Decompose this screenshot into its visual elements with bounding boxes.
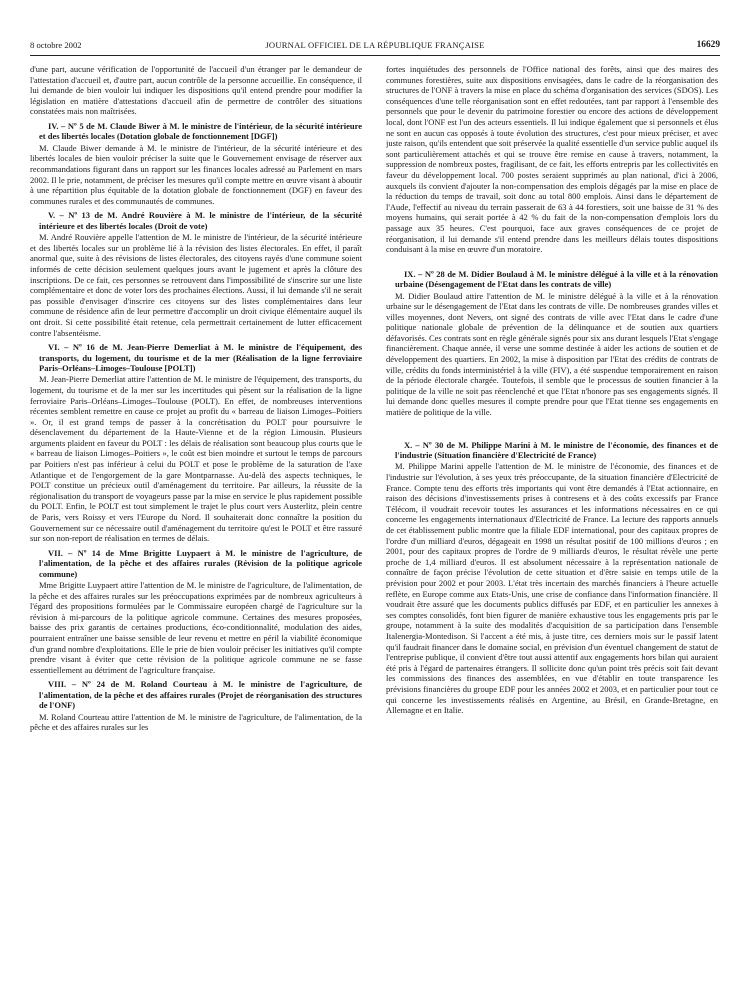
question-title: X. – Nº 30 de M. Philippe Marini à M. le ministre de l'économie, des finances et de l'industrie (Situation financière d'Electricité de France) [395,439,718,461]
question-vi [30,342,362,544]
question-body: M. Jean-Pierre Demerliat attire l'attention de M. le ministre de l'équipement, des transports, du logement, du tourisme et de la mer sur les incertitudes qui pèsent sur la réalisation de la ligne ferroviaire Paris–Orléans–Limoges–Toulouse (POLT). En effet, de nombreuses interventions récentes semblent remettre en cause ce projet au profit du « barreau de liaison Limoges–Poitiers ». Or, il est grand temps de passer à la concrétisation du POLT pour poursuivre le désenclavement du département de la Haute-Vienne et de la région Limousin. Plusieurs arguments plaident en faveur du POLT : les délais de réalisation sont beaucoup plus courts que le « barreau de liaison Limoges–Poitiers », le coût est bien moindre et surtout le temps de parcours par Poitiers n'est pas inférieur à celui du POLT et pose le problème de la saturation de l'axe Atlantique et de l'engorgement de la gare Montparnasse. Au-delà des aspects techniques, le POLT constitue un précieux outil d'aménagement du territoire. Par ailleurs, la réussite de la régionalisation du transport de voyageurs passe par la mise en service le plus rapidement possible du POLT. Enfin, le POLT est tout simplement le trajet le plus court vers Austerlitz, plein centre de Paris, vers Roissy et vers l'Europe du Nord. Il souhaiterait donc connaître la position du Gouvernement sur ce nécessaire outil d'aménagement du territoire qu'est le POLT et être rassuré sur son non-report de réalisation en termes de délais. [30,374,362,544]
section-spacer [386,418,718,436]
question-body: M. Didier Boulaud attire l'attention de M. le ministre délégué à la ville et à la rénovation urbaine sur le désengagement de l'Etat dans les contrats de ville. De nombreuses grandes villes et villes moyennes, dont Nevers, ont signé des contrats de ville avec l'Etat dans le cadre d'une politique nationale globale de prévention de la délinquance et de soutien aux quartiers défavorisés. Ces contrats sont en règle générale signés pour six ans durant lesquels l'Etat s'engage financièrement. Chaque année, il verse une somme destinée à aider les actions de soutien et de développement des quartiers. En 2002, la mise à disposition par l'Etat des crédits de contrats de ville, crédits du fonds interministériel à la ville (FIV), a été suspendue temporairement en raison de la période électorale chargée. Toutefois, il semble que le processus de soutien financier à la politique de la ville ne soit pas réenclenché et que l'Etat n'honore pas ses engagements signés. Il lui demande donc quelles mesures il compte prendre pour que l'Etat tienne ses engagements en matière de politique de la ville. [386,290,718,418]
question-title: VIII. – Nº 24 de M. Roland Courteau à M. le ministre de l'agriculture, de l'alimentation, de la pêche et des affaires rurales (Projet de réorganisation des structures de l'ONF) [39,679,362,711]
question-title: IX. – Nº 28 de M. Didier Boulaud à M. le ministre délégué à la ville et à la rénovation urbaine (Désengagement de l'Etat dans les contrats de ville) [395,268,718,290]
right-column [386,64,718,984]
header-rule [30,55,720,56]
question-title: V. – Nº 13 de M. André Rouvière à M. le ministre de l'intérieur, de la sécurité intérieure et des libertés locales (Droit de vote) [39,210,362,231]
page-header [30,40,720,54]
question-body: Mme Brigitte Luypaert attire l'attention de M. le ministre de l'agriculture, de l'alimentation, de la pêche et des affaires rurales sur les préoccupations exprimées par de nombreux agriculteurs à l'égard des propositions formulées par le Commissaire européen chargé de l'agriculture sur la révision à mi-parcours de la politique agricole commune. Certaines des mesures proposées, baisse des prix garantis de certaines productions, éco-conditionnalité, modulation des aides, pourraient entraîner une baisse sensible de leur revenu et mettre en péril la viabilité économique d'un grand nombre d'exploitations. Elle le prie de bien vouloir préciser les initiatives qu'il compte prendre visant à éviter que cette révision de la politique agricole commune ne se fasse essentiellement au détriment de l'agriculture française. [30,580,362,675]
question-body: M. André Rouvière appelle l'attention de M. le ministre de l'intérieur, de la sécurité intérieure et des libertés locales sur un problème lié à la révision des listes électorales. En effet, il paraît anormal que, suite à des révisions de listes électorales, des citoyens rayés d'une commune soient informés de cette décision seulement quelques jours avant le jugement et après la clôture des inscriptions. De ce fait, ces personnes se retrouvent dans l'impossibilité de s'inscrire sur une liste complémentaire et donc de voter lors des prochaines élections. Aussi, il lui demande s'il ne serait pas possible d'envisager d'inscrire ces citoyens sur des listes complémentaires dans leur commune de résidence afin de leur permettre d'accomplir un droit civique élémentaire auquel ils ont droit. Si cette possibilité était retenue, cela permettrait certainement de lutter efficacement contre l'absentéisme. [30,232,362,338]
section-spacer [386,255,718,265]
question-title: VI. – Nº 16 de M. Jean-Pierre Demerliat à M. le ministre de l'équipement, des transports, du logement, du tourisme et de la mer (Réalisation de la ligne ferroviaire Paris–Orléans–Limoges–Toulouse [POLT]) [39,342,362,373]
question-body: M. Claude Biwer demande à M. le ministre de l'intérieur, de la sécurité intérieure et des libertés locales de bien vouloir préciser la suite que le Gouvernement envisage de réserver aux recommandations figurant dans un rapport sur les finances locales adressé au Parlement en mars 2002. Il le prie, notamment, de préciser les mesures qu'il compte mettre en œuvre visant à aboutir à une répartition plus équitable de la dotation globale de fonctionnement (DGF) en faveur des communes rurales et des communautés de communes. [30,142,362,206]
question-x [386,440,718,716]
question-body: M. Philippe Marini appelle l'attention de M. le ministre de l'économie, des finances et de l'industrie sur l'évolution, à ses yeux très préoccupante, de la situation financière d'Electricité de France. Compte tenu des efforts très importants qui vont être demandés à l'Etat actionnaire, en raison des décisions d'investissements prises à contresens et à des coûts excessifs par France Télécom, il voudrait recevoir toutes les assurances et les informations nécessaires en ce qui concerne les engagements internationaux d'Electricité de France. La lecture des rapports annuels de cet établissement public montre que la filiale EDF international, pour des capitaux propres de l'ordre d'un milliard d'euros, dégageait en 1998 un résultat positif de 100 millions d'euros ; en 2001, pour des capitaux propres de l'ordre de 9 milliards d'euros, le résultat révèle une perte proche de 1,4 milliard d'euros. Il est absolument nécessaire à la représentation nationale de connaître de façon précise l'évolution de cette situation et d'être saisie en temps utile de la prévision pour 2002 et pour 2003. L'état très incertain des marchés financiers à l'heure actuelle reflète, en Europe comme aux Etats-Unis, une crise de confiance dans l'information financière. Il voudrait être assuré que les documents publics diffusés par EDF, et en particulier les annexes à ses comptes consolidés, font bien figurer de manière exhaustive tous les engagements pris par le groupe, notamment à la suite des modalités d'acquisition de sa participation dans l'ensemble Italenergia-Montedison. Si l'accent a été mis, à juste titre, ces derniers mois sur le passif latent qu'il faudrait financer dans le domaine social, en prévision d'un éventuel changement de statut de l'entreprise publique, il convient d'être tout aussi attentif aux engagements hors bilan qui auraient été pris à l'égard de partenaires étrangers. Il sollicite donc qu'un point très précis soit fait devant les commissions des finances des assemblées, en vue d'établir en toute transparence les prévisions financières du groupe EDF pour les années 2002 et 2003, et en particulier pour tout ce qui concerne les investissements réalisés en Argentine, au Brésil, en Grande-Bretagne, en Allemagne et en Italie. [386,461,718,716]
question-iv [30,121,362,206]
question-ix [386,269,718,418]
left-intro-paragraph: d'une part, aucune vérification de l'opportunité de l'accueil d'un étranger par le demandeur de l'attestation d'accueil et, d'autre part, aucun contrôle de la personne accueillie. En conséquence, il lui demande de bien vouloir lui indiquer les dispositions qu'il entend prendre pour modifier la législation en matière d'attestations d'accueil afin de permettre de contrôler des situations constatées mais non maîtrisées. [30,64,362,117]
page-number: 16629 [696,40,720,50]
question-vii [30,548,362,676]
left-column [30,64,362,984]
question-title: IV. – Nº 5 de M. Claude Biwer à M. le ministre de l'intérieur, de la sécurité intérieure et des libertés locales (Dotation globale de fonctionnement [DGF]) [39,120,362,142]
question-title: VII. – Nº 14 de Mme Brigitte Luypaert à M. le ministre de l'agriculture, de l'alimentation, de la pêche et des affaires rurales (Révision de la politique agricole commune) [39,547,362,579]
issue-date: 8 octobre 2002 [30,40,82,50]
journal-title: JOURNAL OFFICIEL DE LA RÉPUBLIQUE FRANÇAISE [265,40,485,50]
right-intro-paragraph: fortes inquiétudes des personnels de l'Office national des forêts, ainsi que des maires des communes forestières, suite aux dispositions envisagées, dans le cadre de la réorganisation des structures de l'ONF à travers la mise en place du schéma d'organisation des services (SDOS). Les conséquences d'une telle réorganisation sont en effet redoutées, tant par rapport à l'ensemble des personnels que pour le devenir du patrimoine forestier ou encore des actions de développement local, dont l'ONF est l'un des acteurs essentiels. Il lui indique également que si personnels et élus ne sont en aucun cas opposés à toute évolution des structures, c'est pour mieux préciser, et avec juste raison, qu'ils entendent que soit préservée la qualité essentielle d'un service public auquel ils sont particulièrement attachés et qui se trouve être remise en cause à travers, notamment, la suppression de nombreux postes, fragilisant, de ce fait, les efforts entrepris par les collectivités en faveur du développement local. 700 postes seraient supprimés au plan national, d'ici à 2006, auxquels ils convient d'ajouter la non-compensation des emplois dégagés par la mise en place de la réduction du temps de travail, soit donc au total 800 emplois. Ainsi dans le département de l'Aude, l'effectif au niveau du terrain passerait de 63 à 44 forestiers, soit une baisse de 31 % des moyens humains, qui serait portée à 42 % du fait de la non-compensation d'emplois lors du passage aux 35 heures. C'est pourquoi, face aux graves conséquences de ce projet de réorganisation, il lui demande s'il entend prendre dans les meilleurs délais toutes dispositions conduisant à la mise en œuvre d'un moratoire. [386,64,718,255]
question-viii [30,679,362,732]
question-body: M. Roland Courteau attire l'attention de M. le ministre de l'agriculture, de l'alimentation, de la pêche et des affaires rurales sur les [30,711,362,733]
question-v [30,210,362,338]
